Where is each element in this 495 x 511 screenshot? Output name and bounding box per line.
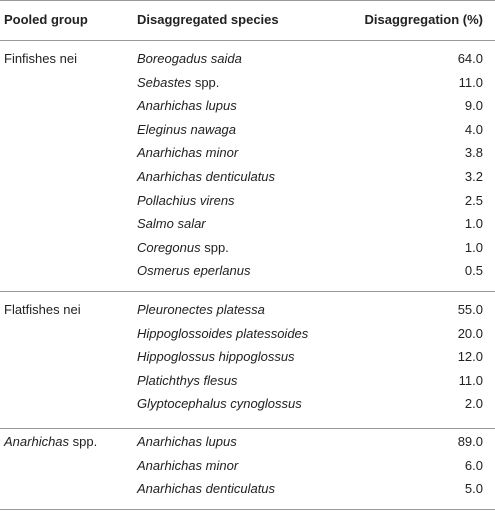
- group-separator: [0, 291, 495, 292]
- table-bottom-rule: [0, 509, 495, 510]
- value-cell: 20.0: [457, 326, 483, 341]
- group-label-italic: Anarhichas: [4, 434, 70, 449]
- species-name: Anarhichas lupus: [137, 98, 237, 113]
- value-cell: 2.0: [464, 396, 483, 411]
- species-name: Eleginus nawaga: [137, 122, 237, 137]
- header-rule: [0, 40, 495, 41]
- species-cell: [137, 349, 295, 365]
- species-name: Pleuronectes platessa: [137, 302, 265, 317]
- species-name: Coregonus: [137, 240, 201, 255]
- species-name: Hippoglossus hippoglossus: [137, 349, 295, 364]
- species-name: Anarhichas denticulatus: [137, 169, 276, 184]
- species-name: Boreogadus saida: [137, 51, 242, 66]
- species-cell: [137, 193, 235, 209]
- species-cell: [137, 216, 206, 232]
- species-name: Hippoglossoides platessoides: [137, 326, 309, 341]
- species-cell: [137, 145, 238, 161]
- value-cell: 64.0: [457, 51, 483, 66]
- species-cell: [137, 373, 237, 389]
- species-name: Sebastes: [137, 75, 192, 90]
- species-name: Anarhichas minor: [137, 145, 239, 160]
- value-cell: 1.0: [464, 216, 483, 231]
- species-name: Anarhichas denticulatus: [137, 481, 276, 496]
- species-cell: [137, 481, 275, 497]
- group-label-finfishes: Finfishes nei: [4, 51, 77, 66]
- species-suffix: spp.: [200, 240, 229, 255]
- species-cell: [137, 458, 238, 474]
- group-label-flatfishes: Flatfishes nei: [4, 302, 81, 317]
- species-name: Anarhichas lupus: [137, 434, 237, 449]
- group-label-anarhichas: [4, 434, 97, 450]
- species-cell: [137, 302, 265, 318]
- species-cell: [137, 169, 275, 185]
- group-label-suffix: spp.: [69, 434, 98, 449]
- table-top-rule: [0, 0, 495, 1]
- value-cell: 3.8: [464, 145, 483, 160]
- species-cell: [137, 396, 302, 412]
- value-cell: 3.2: [464, 169, 483, 184]
- species-name: Pollachius virens: [137, 193, 235, 208]
- species-cell: [137, 240, 229, 256]
- group-separator: [0, 428, 495, 429]
- species-cell: [137, 326, 308, 342]
- value-cell: 6.0: [464, 458, 483, 473]
- header-pooled-group: Pooled group: [4, 12, 88, 27]
- species-cell: [137, 51, 242, 67]
- species-cell: [137, 434, 237, 450]
- species-name: Anarhichas minor: [137, 458, 239, 473]
- species-cell: [137, 122, 236, 138]
- value-cell: 11.0: [458, 373, 483, 388]
- value-cell: 1.0: [464, 240, 483, 255]
- species-cell: [137, 98, 237, 114]
- value-cell: 5.0: [464, 481, 483, 496]
- species-cell: [137, 263, 250, 279]
- value-cell: 89.0: [457, 434, 483, 449]
- species-name: Platichthys flesus: [137, 373, 238, 388]
- species-cell: [137, 75, 219, 91]
- header-disaggregation-percent: Disaggregation (%): [364, 12, 483, 27]
- value-cell: 55.0: [457, 302, 483, 317]
- header-disaggregated-species: Disaggregated species: [137, 12, 279, 27]
- value-cell: 2.5: [464, 193, 483, 208]
- value-cell: 9.0: [464, 98, 483, 113]
- value-cell: 4.0: [464, 122, 483, 137]
- value-cell: 12.0: [457, 349, 483, 364]
- value-cell: 0.5: [464, 263, 483, 278]
- species-name: Osmerus eperlanus: [137, 263, 251, 278]
- species-name: Salmo salar: [137, 216, 206, 231]
- species-name: Glyptocephalus cynoglossus: [137, 396, 302, 411]
- value-cell: 11.0: [458, 75, 483, 90]
- species-suffix: spp.: [191, 75, 220, 90]
